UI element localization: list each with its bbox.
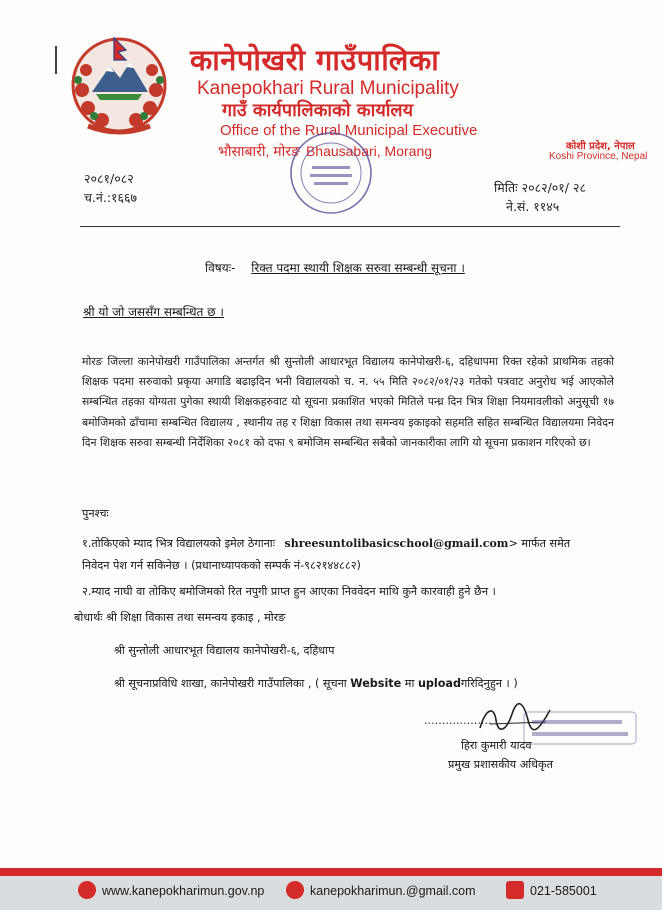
footer-accent [0,868,662,876]
signatory-name: हिरा कुमारी यादव [461,739,532,752]
cc-item2-text: श्री सूचनाप्रविधि शाखा, कानेपोखरी गाउँपालिका , ( सूचना [114,677,347,690]
cc-upload-word: upload [417,677,461,690]
subject-line [205,259,465,276]
province-en: Koshi Province, Nepal [549,151,648,162]
signatory-seal-icon [520,706,640,750]
nepal-sambat-date: ने.सं. ११४५ [506,199,560,214]
office-title-np: गाउँ कार्यपालिकाको कार्यालय [222,100,414,121]
footer-website[interactable]: www.kanepokharimun.gov.np [102,884,265,898]
cc-item2-tail: गरिदिनुहुन । ) [461,677,518,690]
globe-icon [78,881,96,899]
cc-item-school: श्री सुन्तोली आधारभूत विद्यालय कानेपोखरी-६, दहिधाप [114,644,335,657]
subject-text: रिक्त पदमा स्थायी शिक्षक सरुवा सम्बन्धी सूचना । [251,261,465,275]
nepal-emblem-icon [66,30,172,136]
address-en: Bhausabari, Morang [305,143,433,159]
cc-item-it-section [114,676,518,691]
signature-dots: ................... [424,714,492,727]
municipality-title-np: कानेपोखरी गाउँपालिका [190,43,440,77]
footer-email[interactable]: kanepokharimun.@gmail.com [310,884,476,898]
fiscal-year: २०८१/०८२ [84,171,134,186]
issue-date: मितिः २०८२/०१/ २८ [494,180,586,195]
email-icon [286,881,304,899]
province-np: कोशी प्रदेश, नेपाल [566,141,635,152]
school-email: shreesuntolibasicschool@gmail.com [284,537,509,550]
notice-body: मोरङ जिल्ला कानेपोखरी गाउँपालिका अन्तर्गत श्री सुन्तोली आधारभूत विद्यालय कानेपोखरी-६, दहिधापमा रिक्त रहेको प्राथमिक तहको शिक्षक पदमा सरुवाको प्रकृया अगाडि बढाइदिन भनी विद्यालयको च. न. ५५ मिति २०८२/०१/२३ गतेको पत्रवाट अनुरोध भई आएकोले सम्बन्धित तहका योग्यता पुगेका स्थायी शिक्षकहरुवाट यो सूचना प्रकाशित भएको मितिले पन्ध्र दिन भित्र शिक्षा नियमावलीको अनुसूची १७ बमोजिमको ढाँचामा सम्बन्धित विद्यालय , स्थानीय तह र शिक्षा विकास तथा समन्वय इकाइको सहमति सहित सम्बन्धित विद्यालयमा निवेदन दिन शिक्षक सरुवा सम्बन्धी निर्देशिका २०८१ को दफा ९ बमोजिम सम्बन्धित सबैको जानकारीका लागि यो सूचना प्रकाशन गरिएको छ। [82,355,614,449]
point1-text: १.तोकिएको म्याद भित्र विद्यालयको इमेल ठेगानाः [82,537,275,550]
cc-item2-ma: मा [404,677,415,690]
reference-number: च.नं.:१६६७ [84,190,138,205]
signatory-title: प्रमुख प्रशासकीय अधिकृत [448,758,554,771]
cc-website-word: Website [350,677,402,690]
cc-label: बोधार्थः श्री शिक्षा विकास तथा समन्वय इकाइ , मोरङ [74,611,286,624]
official-stamp-icon [288,130,374,216]
office-title-en: Office of the Rural Municipal Executive [220,122,478,139]
margin-mark [55,46,57,74]
salutation: श्री यो जो जससँग सम्बन्धित छ । [83,305,224,319]
postscript-point-1-cont: निवेदन पेश गर्न सकिनेछ । (प्रधानाध्यापकको सम्पर्क नं-९८२१४४८८२) [82,559,361,572]
phone-icon [506,881,524,899]
postscript-label: पुनश्चः [82,507,109,520]
municipality-title-en: Kanepokhari Rural Municipality [197,78,459,99]
header-divider [80,226,620,227]
point1-tail: > मार्फत समेत [508,537,571,550]
postscript-point-2: २.म्याद नाघी वा तोकिए बमोजिमको रित नपुगी प्राप्त हुन आएका निववेदन माथि कुनै कारवाही हुने छैन । [82,585,496,598]
subject-label: विषयः- [205,261,236,275]
address-np: भौसाबारी, मोरङ [218,143,300,159]
footer-phone: 021-585001 [530,884,597,898]
postscript-point-1 [82,536,570,551]
